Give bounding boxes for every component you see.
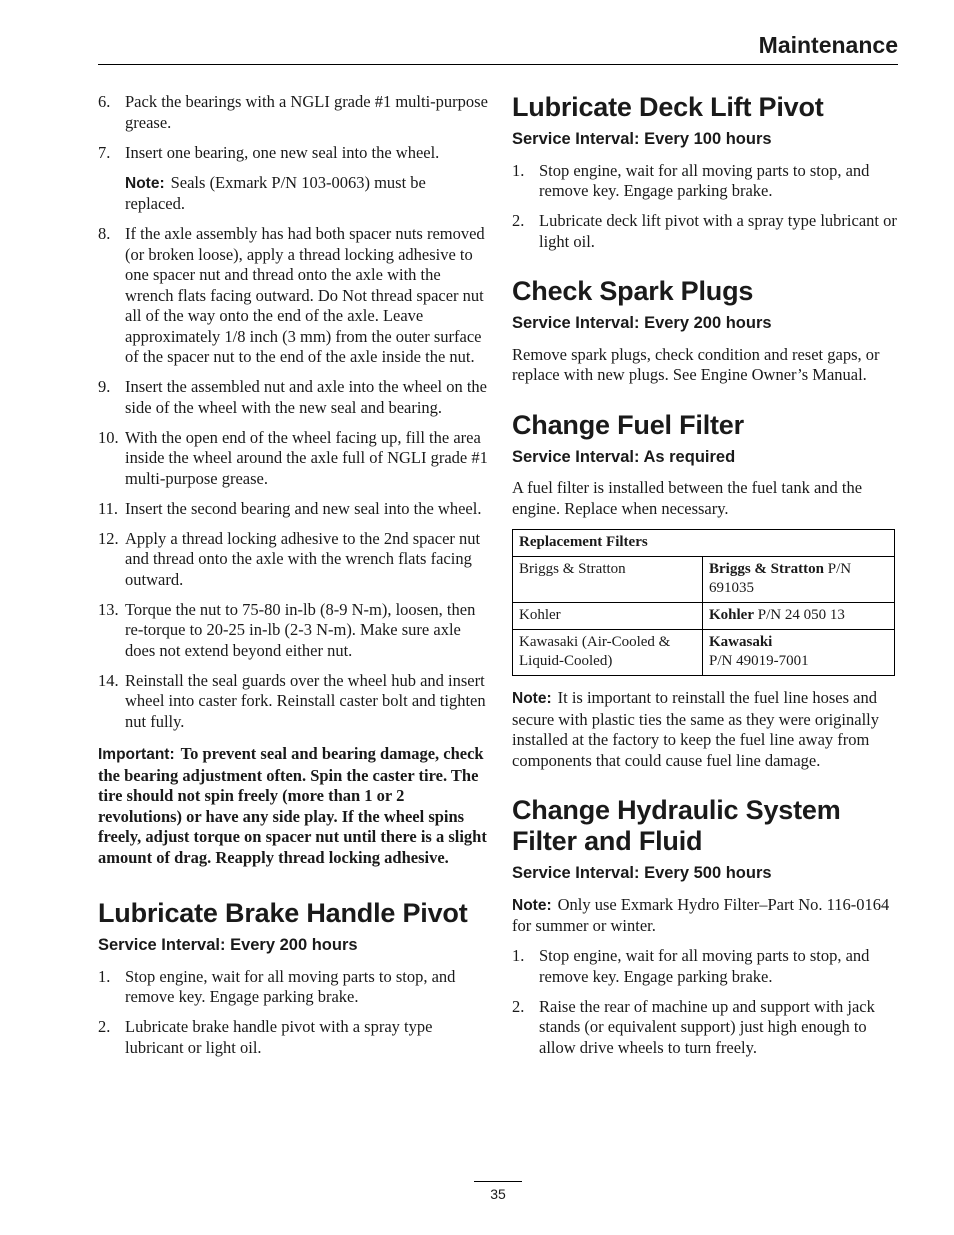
spark-plugs-body: Remove spark plugs, check condition and reset gaps, or replace with new plugs. See Engine Owner’s Manual. (512, 344, 880, 384)
list-item (98, 600, 488, 662)
fuel-line-note (512, 688, 900, 771)
part-number: P/N 691035 (709, 561, 852, 596)
brand-name: Kawasaki (709, 634, 773, 650)
table-row (513, 603, 895, 630)
table-cell (703, 603, 895, 630)
brake-pivot-interval: Service Interval: Every 200 hours (98, 936, 358, 954)
step-number: 7. (98, 142, 111, 162)
note-label: Note: (512, 896, 552, 914)
list-item (512, 161, 900, 202)
hydraulic-heading: Change Hydraulic System Filter and Fluid (512, 795, 841, 856)
step-text: Stop engine, wait for all moving parts to stop, and remove key. Engage parking brake. (539, 946, 870, 986)
list-item (98, 1017, 488, 1058)
step-text: Torque the nut to 75-80 in-lb (8-9 N-m), loosen, then re-torque to 20-25 in-lb (2-3 N-m). Make sure axle does not extend beyond either nut. (125, 599, 476, 660)
replacement-filters-table (512, 529, 895, 676)
hydraulic-steps (512, 946, 900, 1058)
list-item (98, 92, 488, 133)
note-label: Note: (125, 174, 165, 192)
bearing-steps-list (98, 92, 488, 163)
note-text: Seals (Exmark P/N 103-0063) must be replaced. (125, 172, 426, 213)
fuel-filter-heading: Change Fuel Filter (512, 409, 744, 440)
important-notice (98, 744, 488, 868)
hydraulic-interval: Service Interval: Every 500 hours (512, 864, 772, 882)
note-text: Only use Exmark Hydro Filter–Part No. 116-0164 for summer or winter. (512, 894, 890, 935)
list-item (98, 428, 488, 490)
brand-name: Briggs & Stratton (709, 561, 824, 577)
deck-lift-steps (512, 161, 900, 253)
list-item (98, 224, 488, 368)
step-number: 11. (98, 498, 119, 518)
brake-pivot-steps (98, 967, 488, 1059)
left-column (98, 92, 488, 1068)
fuel-filter-interval: Service Interval: As required (512, 447, 736, 466)
step-number: 2. (512, 211, 525, 230)
part-number: P/N 49019-7001 (709, 653, 809, 669)
section-header-title: Maintenance (758, 32, 898, 58)
important-label: Important: (98, 746, 175, 763)
list-item (98, 143, 488, 164)
table-cell (703, 557, 895, 603)
table-row (513, 557, 895, 603)
step-text: Apply a thread locking adhesive to the 2nd spacer nut and thread onto the axle with the wrench flats facing outward. (125, 528, 481, 589)
header-rule (98, 64, 898, 65)
step-number: 6. (98, 92, 111, 111)
table-row (513, 630, 895, 676)
part-number: P/N 24 050 13 (754, 607, 845, 623)
step-number: 12. (98, 528, 119, 548)
brake-pivot-heading: Lubricate Brake Handle Pivot (98, 898, 468, 928)
list-item (98, 377, 488, 418)
bearing-steps-list-cont (98, 224, 488, 732)
table-cell: Kawasaki (Air-Cooled & Liquid-Cooled) (513, 630, 703, 676)
step-number: 1. (512, 160, 525, 180)
seal-note (98, 173, 488, 215)
step-text: Pack the bearings with a NGLI grade #1 multi-purpose grease. (125, 92, 488, 132)
table-header-row (513, 530, 895, 557)
step-number: 10. (98, 427, 119, 447)
spark-plugs-interval: Service Interval: Every 200 hours (512, 314, 772, 332)
step-text: Lubricate deck lift pivot with a spray type lubricant or light oil. (539, 211, 897, 251)
step-text: Insert the assembled nut and axle into the wheel on the side of the wheel with the new seal and bearing. (125, 377, 487, 417)
step-text: With the open end of the wheel facing up, fill the area inside the wheel around the axle full of NGLI grade #1 multi-purpose grease. (125, 427, 488, 488)
table-cell (703, 630, 895, 676)
step-number: 1. (98, 966, 111, 986)
table-cell: Briggs & Stratton (513, 557, 703, 603)
step-number: 9. (98, 377, 111, 396)
list-item (98, 529, 488, 591)
step-text: Insert the second bearing and new seal into the wheel. (125, 498, 482, 518)
step-number: 13. (98, 599, 119, 619)
important-text: To prevent seal and bearing damage, check the bearing adjustment often. Spin the caster tire. The tire should not spin freely (more than 1 or 2 revolutions) or have any side play. If the wheel spins freely, adjust torque on spacer nut until there is a slight amount of drag. Reapply thread locking adhesive. (98, 744, 487, 867)
hydraulic-note (512, 895, 900, 937)
note-text: It is important to reinstall the fuel line hoses and secure with plastic ties the same as they were originally installed at the factory to keep the fuel line away from components that could cause fuel line damage. (512, 688, 880, 770)
step-number: 14. (98, 670, 119, 690)
step-number: 2. (98, 1017, 111, 1036)
list-item (98, 499, 488, 520)
step-number: 1. (512, 946, 525, 965)
page-number: 35 (474, 1181, 522, 1202)
step-number: 8. (98, 224, 111, 243)
brand-name: Kohler (709, 607, 754, 623)
list-item (512, 211, 900, 252)
step-text: Stop engine, wait for all moving parts to stop, and remove key. Engage parking brake. (125, 966, 456, 1006)
spark-plugs-heading: Check Spark Plugs (512, 276, 754, 306)
table-header: Replacement Filters (513, 530, 895, 557)
right-column (512, 92, 900, 1068)
list-item (98, 967, 488, 1008)
note-label: Note: (512, 690, 552, 707)
step-number: 2. (512, 996, 525, 1016)
deck-lift-interval: Service Interval: Every 100 hours (512, 130, 772, 148)
step-text: If the axle assembly has had both spacer nuts removed (or broken loose), apply a thread locking adhesive to one spacer nut and thread onto the axle with the wrench flats facing outward. Do Not thread spacer nut all of the way onto the end of the axle. Leave approximately 1/8 inch (3 mm) from the outer surface of the spacer nut to the end of the axle inside the nut. (125, 224, 485, 366)
deck-lift-heading: Lubricate Deck Lift Pivot (512, 92, 824, 122)
list-item (98, 671, 488, 733)
fuel-filter-body: A fuel filter is installed between the fuel tank and the engine. Replace when necessary. (512, 478, 863, 518)
step-text: Raise the rear of machine up and support with jack stands (or equivalent support) just high enough to allow drive wheels to turn freely. (539, 996, 875, 1057)
step-text: Insert one bearing, one new seal into the wheel. (125, 142, 440, 162)
list-item (512, 946, 900, 987)
table-cell: Kohler (513, 603, 703, 630)
step-text: Lubricate brake handle pivot with a spray type lubricant or light oil. (125, 1017, 433, 1057)
step-text: Stop engine, wait for all moving parts to stop, and remove key. Engage parking brake. (539, 160, 870, 200)
list-item (512, 997, 900, 1059)
step-text: Reinstall the seal guards over the wheel hub and insert wheel into caster fork. Reinstall caster bolt and tighten nut fully. (125, 670, 486, 731)
